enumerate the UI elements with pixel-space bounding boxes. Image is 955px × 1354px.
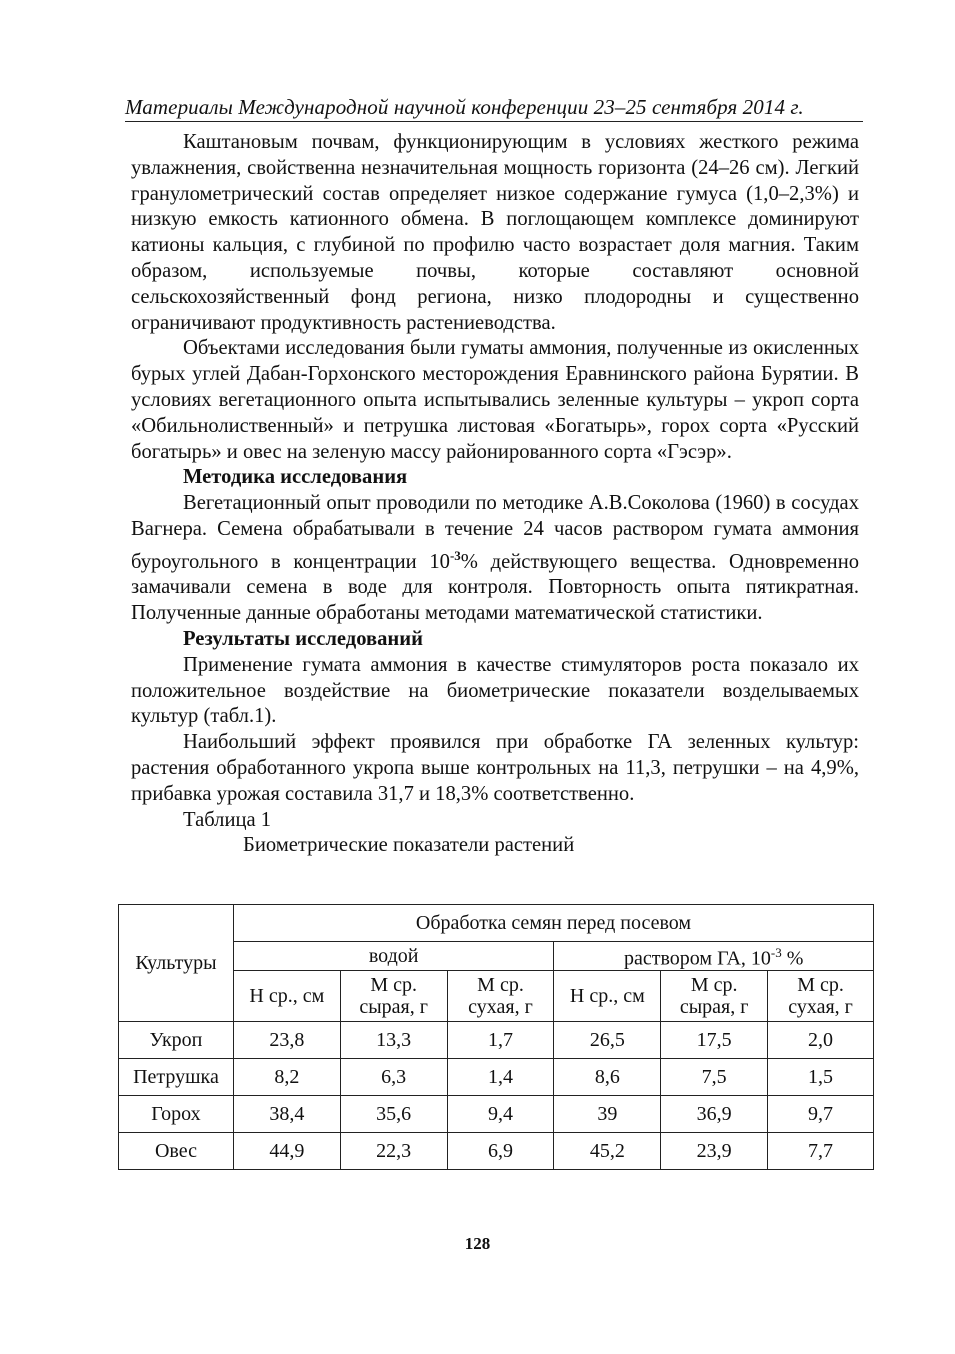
- body-text: [131, 130, 859, 859]
- header-dry-line1: М ср.: [797, 973, 844, 996]
- cell-crop: Овес: [119, 1132, 234, 1169]
- cell-value: 26,5: [554, 1021, 661, 1058]
- header-dry-ga: [768, 970, 874, 1021]
- header-ga-unit: %: [781, 947, 804, 970]
- cell-value: 1,5: [768, 1058, 874, 1095]
- cell-value: 2,0: [768, 1021, 874, 1058]
- header-dry-line2: сухая, г: [788, 995, 853, 1018]
- header-dry-line2: сухая, г: [468, 995, 533, 1018]
- header-wet-line2: сырая, г: [679, 995, 749, 1018]
- running-header: Материалы Международной научной конференции 23–25 сентября 2014 г.: [125, 94, 863, 122]
- header-ga-text: раствором ГА, 10: [624, 947, 771, 970]
- cell-value: 6,3: [340, 1058, 447, 1095]
- cell-value: 44,9: [233, 1132, 340, 1169]
- methods-exponent: -3: [449, 547, 461, 563]
- cell-value: 7,5: [661, 1058, 768, 1095]
- heading-results: Результаты исследований: [183, 628, 423, 650]
- cell-value: 9,7: [768, 1095, 874, 1132]
- table-number: Таблица 1: [183, 808, 272, 831]
- cell-value: 6,9: [447, 1132, 554, 1169]
- header-ga: [554, 942, 874, 971]
- cell-crop: Горох: [119, 1095, 234, 1132]
- cell-value: 8,2: [233, 1058, 340, 1095]
- table-caption: Биометрические показатели растений: [243, 834, 575, 857]
- heading-methods: Методика исследования: [183, 466, 408, 489]
- header-height-ga: Н ср., см: [554, 970, 661, 1021]
- cell-crop: Петрушка: [119, 1058, 234, 1095]
- header-dry-water: [447, 970, 554, 1021]
- paragraph-soils: Каштановым почвам, функционирующим в условиях жесткого режима увлажнения, свойственна незначительная мощность горизонта (24–26 см). Легкий гранулометрический состав определяет низкое содержание гумуса (1,0–2,3%) и низкую емкость катионного обмена. В поглощающем комплексе доминируют катионы кальция, с глубиной по профилю часто возрастает доля магния. Таким образом, используемые почвы, которые составляют основной сельскохозяйственный фонд региона, низко плодородны и существенно ограничивают продуктивность растениеводства.: [131, 131, 859, 334]
- cell-value: 35,6: [340, 1095, 447, 1132]
- paragraph-results-2: Наибольший эффект проявился при обработке ГА зеленных культур: растения обработанного укропа выше контрольных на 11,3, петрушки – на 4,9%, прибавка урожая составила 31,7 и 18,3% соответственно.: [131, 731, 859, 805]
- table-row: [119, 1132, 874, 1169]
- header-wet-water: [340, 970, 447, 1021]
- methods-text-a: Вегетационный опыт проводили по методике А.В.Соколова (1960) в сосудах Вагнера. Семена обрабатывали в течение 24 часов раствором гумата аммония буроугольного в концентрации 10: [131, 492, 859, 573]
- cell-value: 23,8: [233, 1021, 340, 1058]
- cell-value: 13,3: [340, 1021, 447, 1058]
- header-wet-ga: [661, 970, 768, 1021]
- page-number: 128: [464, 1234, 491, 1253]
- header-wet-line1: М ср.: [690, 973, 738, 996]
- cell-value: 23,9: [661, 1132, 768, 1169]
- cell-value: 9,4: [447, 1095, 554, 1132]
- table-row: [119, 1021, 874, 1058]
- paragraph-objects: Объектами исследования были гуматы аммония, полученные из окисленных бурых углей Дабан-Горхонского месторождения Еравнинского района Бурятии. В условиях вегетационного опыта испытывались зеленные культуры – укроп сорта «Обильнолиственный» и петрушка листовая «Богатырь», горох сорта «Русский богатырь» и овес на зеленую массу районированного сорта «Гэсэр».: [131, 337, 859, 463]
- header-ga-exponent: -3: [770, 945, 782, 960]
- header-wet-line2: сырая, г: [359, 995, 428, 1018]
- methods-text-b: % действующего вещества. Одновременно замачивали семена в воде для контроля. Повторность опыта пятикратная. Полученные данные обработаны методами математической статистики.: [131, 550, 860, 625]
- cell-value: 39: [554, 1095, 661, 1132]
- cell-value: 22,3: [340, 1132, 447, 1169]
- header-water: водой: [233, 942, 554, 971]
- cell-value: 38,4: [233, 1095, 340, 1132]
- table-row: [119, 1095, 874, 1132]
- cell-value: 17,5: [661, 1021, 768, 1058]
- cell-value: 7,7: [768, 1132, 874, 1169]
- header-treatment: Обработка семян перед посевом: [233, 905, 873, 942]
- cell-value: 45,2: [554, 1132, 661, 1169]
- cell-value: 1,4: [447, 1058, 554, 1095]
- paragraph-results-1: Применение гумата аммония в качестве стимуляторов роста показало их положительное воздействие на биометрические показатели возделываемых культур (табл.1).: [131, 653, 859, 728]
- header-wet-line1: М ср.: [370, 973, 417, 996]
- cell-value: 36,9: [661, 1095, 768, 1132]
- header-crops: Культуры: [119, 905, 234, 1022]
- header-height-water: Н ср., см: [233, 970, 340, 1021]
- paragraph-methods: [131, 491, 859, 627]
- cell-crop: Укроп: [119, 1021, 234, 1058]
- header-dry-line1: М ср.: [477, 973, 524, 996]
- table-row: [119, 1058, 874, 1095]
- cell-value: 1,7: [447, 1021, 554, 1058]
- biometrics-table: [118, 904, 874, 1170]
- cell-value: 8,6: [554, 1058, 661, 1095]
